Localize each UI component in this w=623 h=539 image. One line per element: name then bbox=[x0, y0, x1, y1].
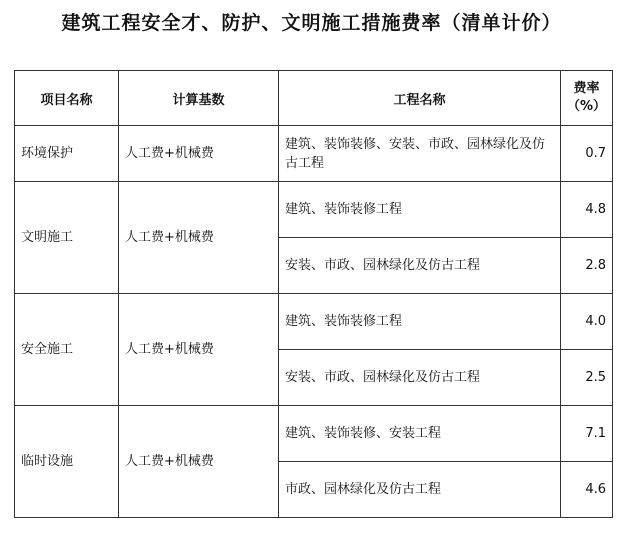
rate-cell: 4.0 bbox=[561, 294, 613, 350]
project-name-cell: 建筑、装饰装修、安装工程 bbox=[279, 406, 561, 462]
header-rate bbox=[561, 71, 613, 126]
header-calc-base: 计算基数 bbox=[119, 71, 279, 126]
project-name-cell: 安装、市政、园林绿化及仿古工程 bbox=[279, 350, 561, 406]
rate-cell: 4.8 bbox=[561, 182, 613, 238]
rate-cell: 0.7 bbox=[561, 126, 613, 182]
project-name-cell: 建筑、装饰装修、安装、市政、园林绿化及仿古工程 bbox=[279, 126, 561, 182]
table-row bbox=[15, 182, 613, 238]
calc-base-cell: 人工费+机械费 bbox=[119, 406, 279, 518]
calc-base-cell: 人工费+机械费 bbox=[119, 126, 279, 182]
item-name-cell: 临时设施 bbox=[15, 406, 119, 518]
rate-cell: 2.8 bbox=[561, 238, 613, 294]
rate-cell: 7.1 bbox=[561, 406, 613, 462]
fee-rate-table bbox=[14, 70, 613, 518]
header-rate-label: 费率 bbox=[573, 81, 600, 96]
project-name-cell: 市政、园林绿化及仿古工程 bbox=[279, 462, 561, 518]
table-row bbox=[15, 294, 613, 350]
item-name-cell: 文明施工 bbox=[15, 182, 119, 294]
project-name-cell: 建筑、装饰装修工程 bbox=[279, 182, 561, 238]
rate-cell: 4.6 bbox=[561, 462, 613, 518]
page-title: 建筑工程安全才、防护、文明施工措施费率（清单计价） bbox=[61, 12, 562, 34]
rate-cell: 2.5 bbox=[561, 350, 613, 406]
header-project-name: 工程名称 bbox=[279, 71, 561, 126]
calc-base-cell: 人工费+机械费 bbox=[119, 182, 279, 294]
item-name-cell: 安全施工 bbox=[15, 294, 119, 406]
header-rate-unit: （%） bbox=[567, 99, 607, 114]
table-row bbox=[15, 406, 613, 462]
header-item-name: 项目名称 bbox=[15, 71, 119, 126]
project-name-cell: 建筑、装饰装修工程 bbox=[279, 294, 561, 350]
project-name-cell: 安装、市政、园林绿化及仿古工程 bbox=[279, 238, 561, 294]
table-row bbox=[15, 126, 613, 182]
calc-base-cell: 人工费+机械费 bbox=[119, 294, 279, 406]
item-name-cell: 环境保护 bbox=[15, 126, 119, 182]
table-header-row bbox=[15, 71, 613, 126]
